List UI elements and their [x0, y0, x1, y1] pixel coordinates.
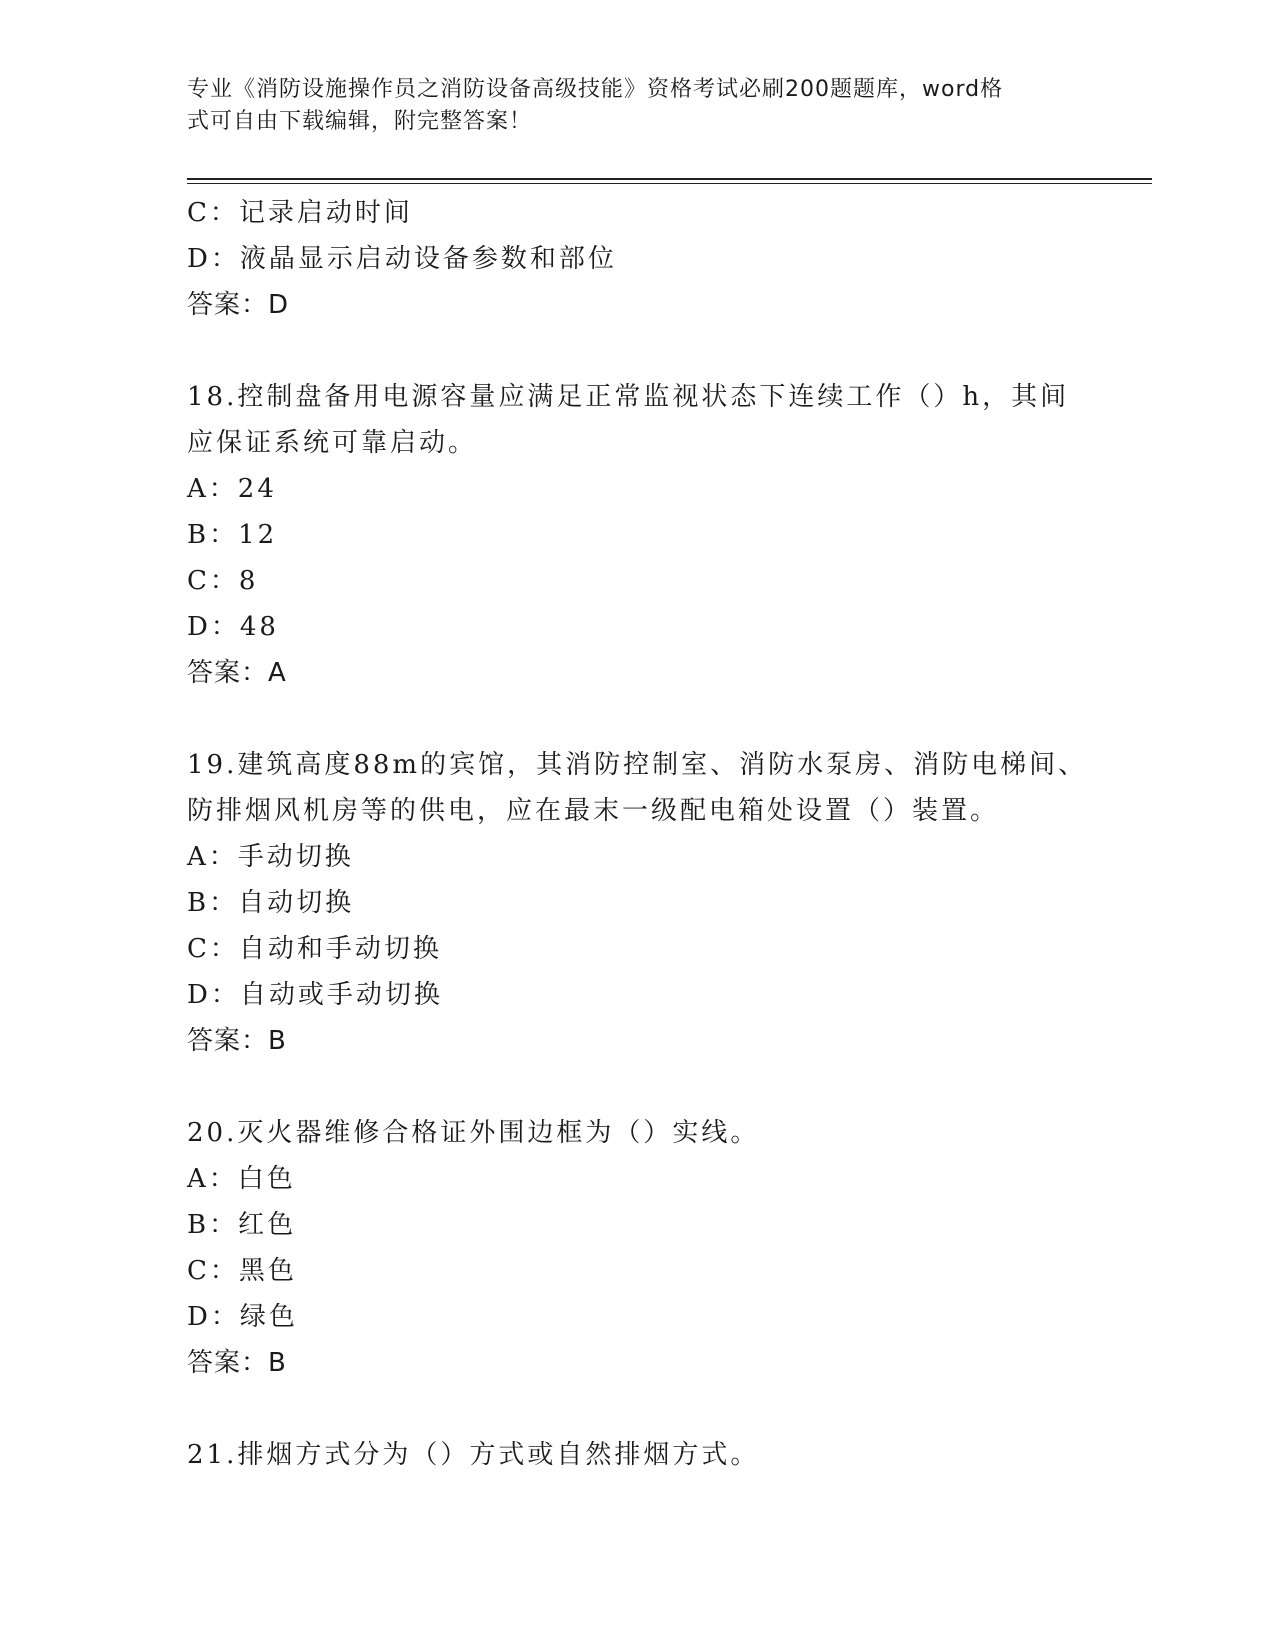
- option-b: B：自动切换: [187, 888, 355, 918]
- question-18: [187, 374, 1087, 696]
- spacer: [187, 1064, 1087, 1110]
- option-b: B：12: [187, 520, 278, 550]
- question-21: [187, 1432, 1087, 1478]
- spacer: [187, 1386, 1087, 1432]
- option-d: D：48: [187, 612, 279, 642]
- option-a: A：手动切换: [187, 842, 354, 872]
- answer-line: 答案：B: [187, 1026, 287, 1056]
- question-19: [187, 742, 1087, 1064]
- question-stem-line: 防排烟风机房等的供电，应在最末一级配电箱处设置（）装置。: [187, 796, 1000, 826]
- question-stem-line: 21.排烟方式分为（）方式或自然排烟方式。: [187, 1440, 760, 1470]
- option-c: C：8: [187, 566, 259, 596]
- header-line-1: 专业《消防设施操作员之消防设备高级技能》资格考试必刷200题题库，word格: [187, 77, 1004, 102]
- question-stem-line: 20.灭火器维修合格证外围边框为（）实线。: [187, 1118, 760, 1148]
- question-list: [187, 190, 1087, 1478]
- answer-line: 答案：A: [187, 658, 287, 688]
- header-line-2: 式可自由下载编辑，附完整答案！: [187, 109, 533, 134]
- option-c: C：黑色: [187, 1256, 297, 1286]
- option-d: D：绿色: [187, 1302, 298, 1332]
- spacer: [187, 328, 1087, 374]
- option-d: D：自动或手动切换: [187, 980, 443, 1010]
- answer-line: 答案：D: [187, 290, 290, 320]
- page-header: [187, 74, 1067, 138]
- prev-question-block: [187, 190, 1087, 328]
- option-a: A：24: [187, 474, 277, 504]
- option-d: D：液晶显示启动设备参数和部位: [187, 244, 617, 274]
- option-b: B：红色: [187, 1210, 297, 1240]
- question-stem-line: 应保证系统可靠启动。: [187, 428, 478, 458]
- question-stem-line: 18.控制盘备用电源容量应满足正常监视状态下连续工作（）h，其间: [187, 382, 1070, 412]
- question-stem-line: 19.建筑高度88m的宾馆，其消防控制室、消防水泵房、消防电梯间、: [187, 750, 1088, 780]
- question-20: [187, 1110, 1087, 1386]
- option-c: C：记录启动时间: [187, 198, 413, 228]
- option-a: A：白色: [187, 1164, 296, 1194]
- header-divider: [187, 178, 1152, 184]
- answer-line: 答案：B: [187, 1348, 287, 1378]
- option-c: C：自动和手动切换: [187, 934, 442, 964]
- spacer: [187, 696, 1087, 742]
